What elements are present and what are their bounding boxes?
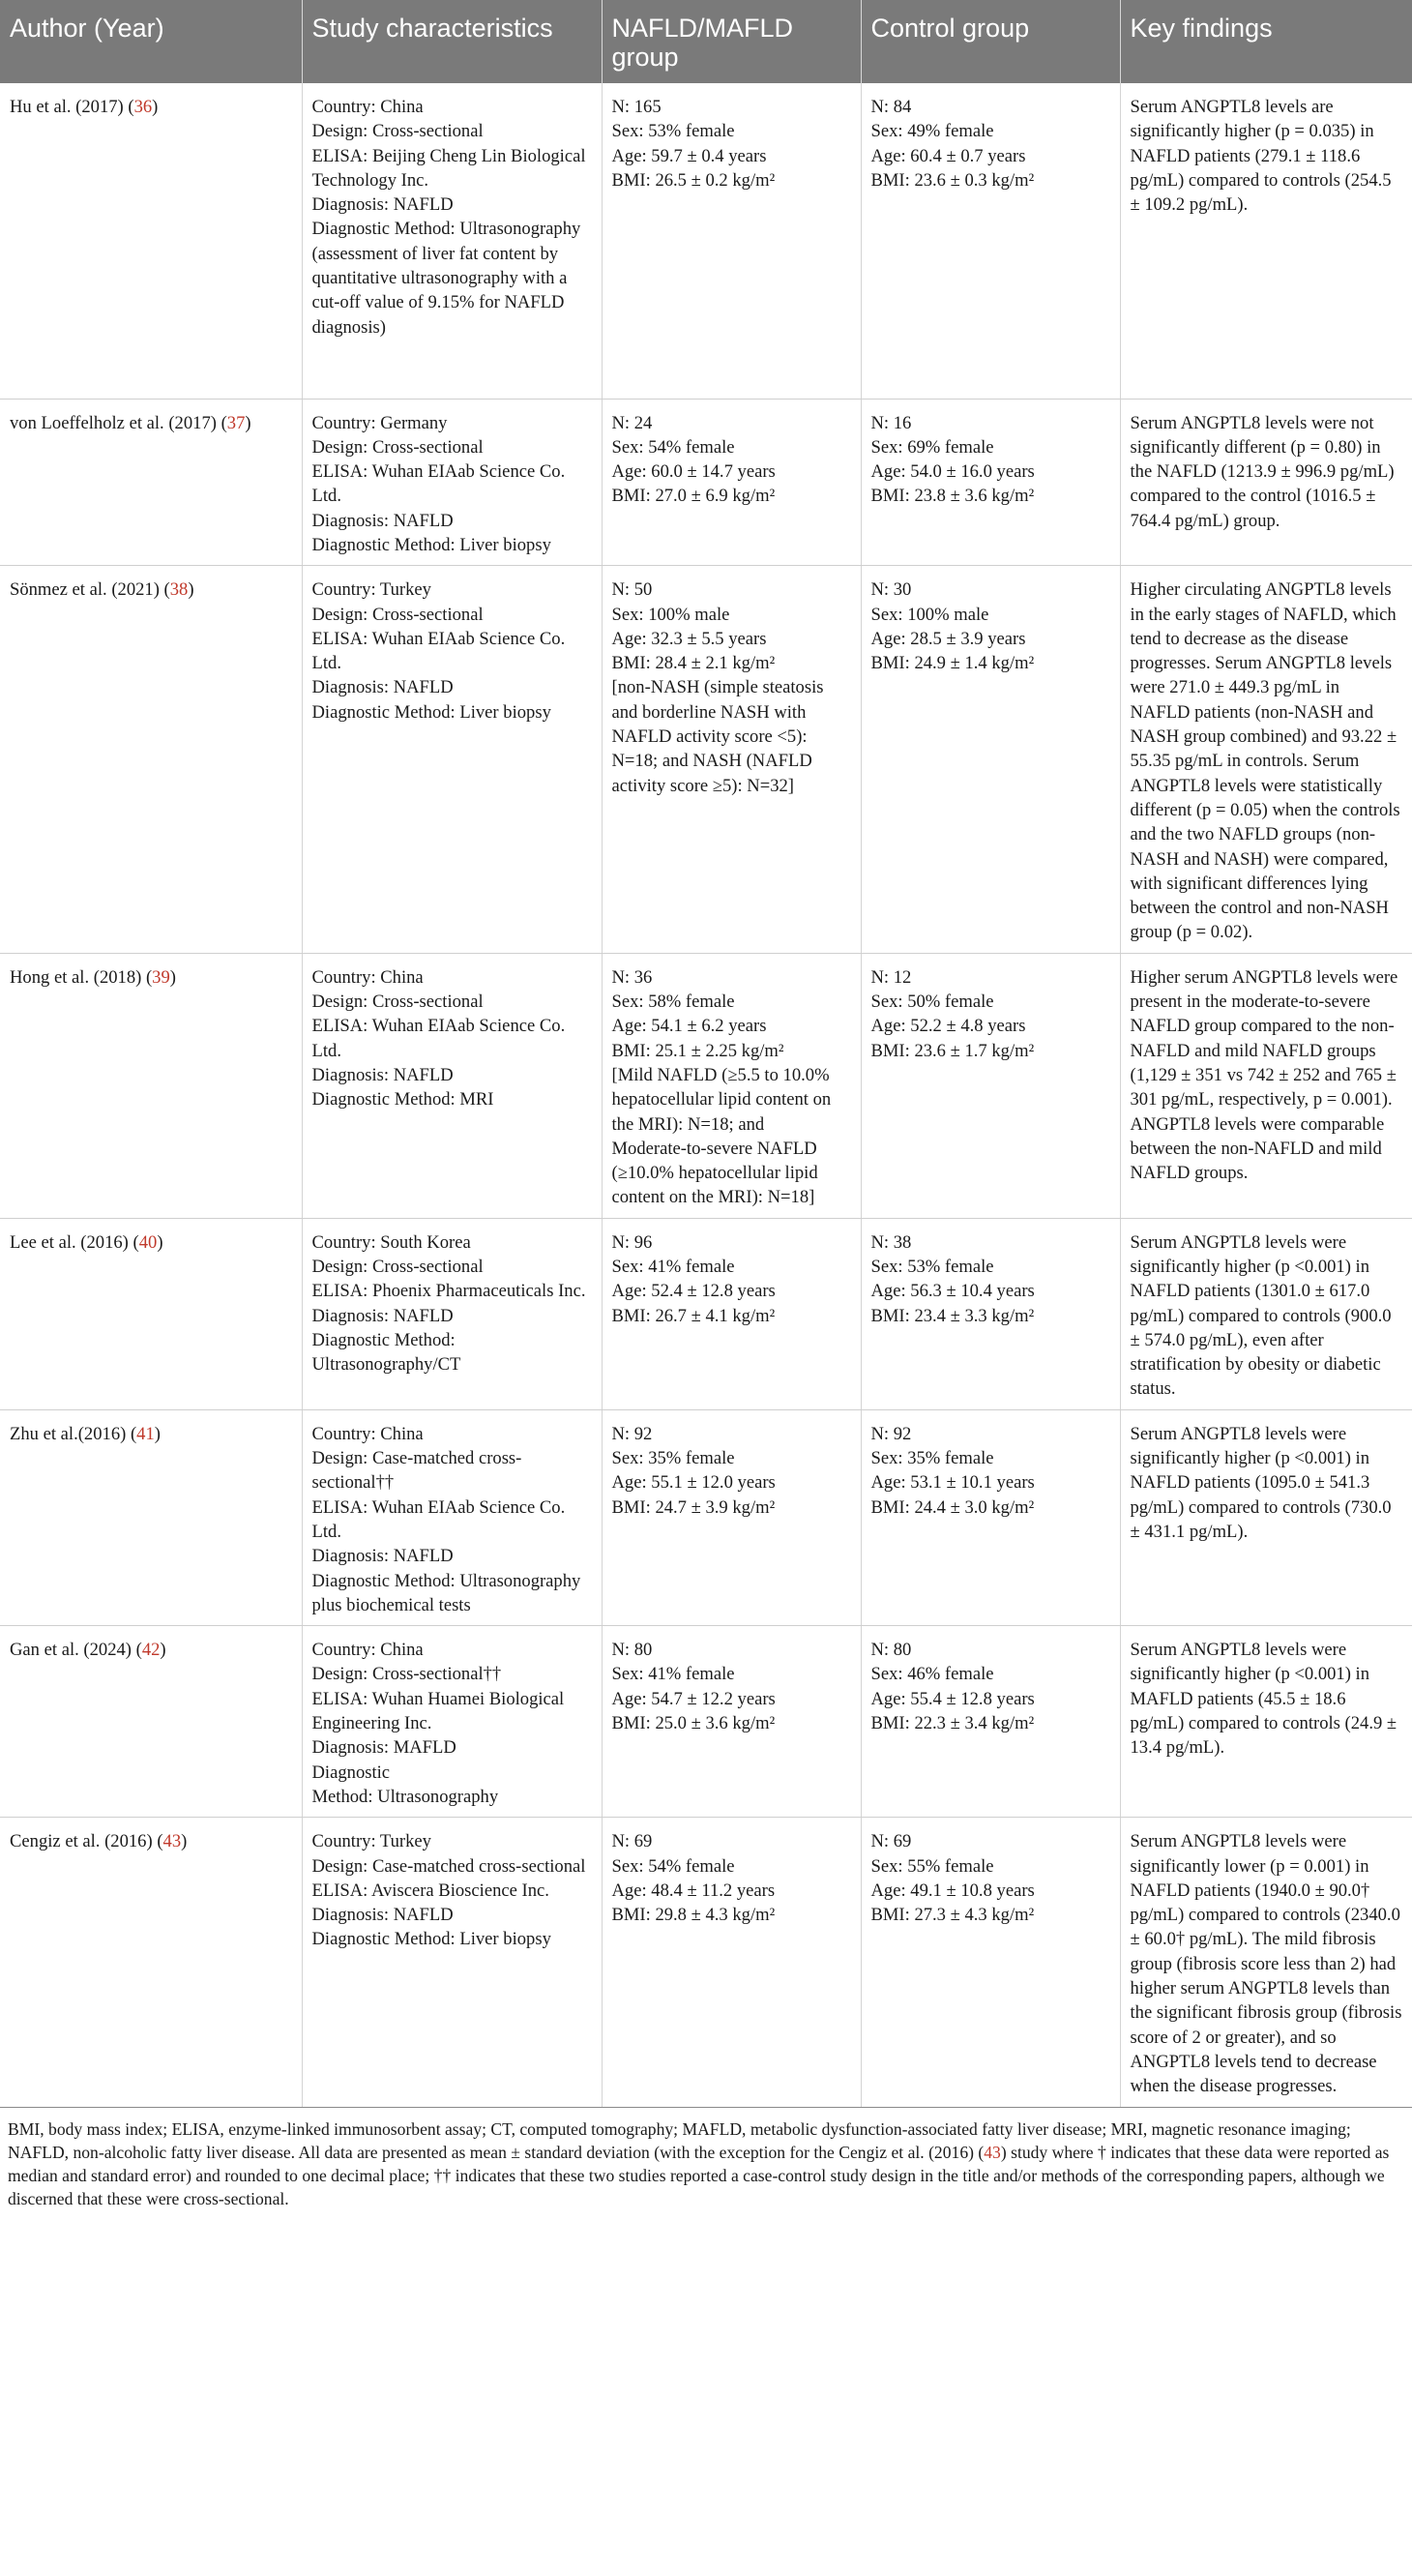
- study-line: Diagnostic Method: Ultrasonography/CT: [311, 1329, 461, 1376]
- reference-link[interactable]: 37: [226, 412, 246, 433]
- study-line: Country: China: [311, 97, 424, 117]
- nafld-line: BMI: 25.1 ± 2.25 kg/m²: [611, 1040, 784, 1061]
- reference-close-paren: ): [157, 1231, 163, 1253]
- header-nafld: NAFLD/MAFLD group: [602, 0, 861, 83]
- control-line: BMI: 23.6 ± 0.3 kg/m²: [870, 169, 1035, 191]
- nafld-group-cell: [602, 1218, 861, 1409]
- study-line: Country: Germany: [311, 412, 448, 433]
- control-line: BMI: 23.6 ± 1.7 kg/m²: [870, 1040, 1035, 1061]
- author-cell: [0, 1409, 302, 1625]
- nafld-group-cell: [602, 1818, 861, 2107]
- reference-close-paren: ): [188, 579, 194, 601]
- study-line: ELISA: Beijing Cheng Lin Biological Technology Inc.: [311, 145, 586, 191]
- nafld-line: BMI: 28.4 ± 2.1 kg/m²: [611, 653, 776, 674]
- nafld-line: Sex: 35% female: [611, 1448, 735, 1469]
- control-line: N: 38: [870, 1231, 912, 1253]
- nafld-line: Age: 60.0 ± 14.7 years: [611, 461, 776, 483]
- study-line: Design: Case-matched cross-sectional: [311, 1855, 586, 1877]
- nafld-line: BMI: 26.5 ± 0.2 kg/m²: [611, 169, 776, 191]
- nafld-line: Sex: 53% female: [611, 121, 735, 142]
- table-row: [0, 566, 1412, 953]
- author-cell: [0, 953, 302, 1218]
- table-row: [0, 1409, 1412, 1625]
- study-line: ELISA: Wuhan EIAab Science Co. Ltd.: [311, 461, 566, 507]
- study-line: Diagnosis: NAFLD: [311, 677, 454, 698]
- findings-text: Serum ANGPTL8 levels are significantly higher (p = 0.035) in NAFLD patients (279.1 ± 118.6 pg/mL) compared to controls (254.5 ± 109.2 pg/mL).: [1130, 97, 1392, 216]
- reference-close-paren: ): [160, 1640, 166, 1661]
- control-line: Age: 53.1 ± 10.1 years: [870, 1472, 1035, 1494]
- nafld-line: N: 36: [611, 966, 653, 988]
- key-findings-cell: [1120, 953, 1412, 1218]
- nafld-line: N: 96: [611, 1231, 653, 1253]
- reference-link[interactable]: 36: [133, 97, 153, 117]
- reference-link[interactable]: 40: [138, 1231, 158, 1253]
- nafld-group-cell: [602, 1409, 861, 1625]
- control-group-cell: [861, 953, 1120, 1218]
- control-group-cell: [861, 1818, 1120, 2107]
- nafld-group-cell: [602, 1626, 861, 1818]
- author-cell: [0, 399, 302, 566]
- control-line: BMI: 24.4 ± 3.0 kg/m²: [870, 1496, 1035, 1518]
- study-line: Design: Cross-sectional: [311, 436, 484, 458]
- table-footnote: [0, 2108, 1412, 2210]
- author-text: Gan et al. (2024) (: [10, 1640, 142, 1661]
- control-group-cell: [861, 1218, 1120, 1409]
- author-text: Hong et al. (2018) (: [10, 966, 153, 988]
- reference-link[interactable]: 43: [162, 1831, 182, 1852]
- nafld-line: Age: 32.3 ± 5.5 years: [611, 628, 767, 649]
- study-line: Diagnostic Method: MRI: [311, 1089, 494, 1110]
- control-group-cell: [861, 83, 1120, 399]
- table-row: [0, 953, 1412, 1218]
- nafld-line: Age: 52.4 ± 12.8 years: [611, 1281, 776, 1302]
- key-findings-cell: [1120, 566, 1412, 953]
- findings-text: Higher circulating ANGPTL8 levels in the early stages of NAFLD, which tend to decrease as the disease progresses. Serum ANGPTL8 levels were 271.0 ± 449.3 pg/mL in NAFLD patients (non-NASH and NASH group combined) and 93.22 ± 55.35 pg/mL in controls. Serum ANGPTL8 levels were statistically different (p = 0.05) when the controls and the two NAFLD groups (non-NASH and NASH) were compared, with significant differences lying between the control and non-NASH group (p = 0.02).: [1130, 579, 1400, 943]
- control-line: N: 12: [870, 966, 912, 988]
- study-line: Diagnosis: NAFLD: [311, 1305, 454, 1326]
- control-group-cell: [861, 399, 1120, 566]
- control-line: Age: 28.5 ± 3.9 years: [870, 628, 1026, 649]
- table-header: [0, 0, 1412, 83]
- nafld-line: BMI: 29.8 ± 4.3 kg/m²: [611, 1905, 776, 1926]
- control-group-cell: [861, 1409, 1120, 1625]
- control-line: N: 80: [870, 1640, 912, 1661]
- findings-text: Serum ANGPTL8 levels were significantly higher (p <0.001) in NAFLD patients (1095.0 ± 541.3 pg/mL) compared to controls (730.0 ± 431.1 pg/mL).: [1130, 1423, 1392, 1542]
- nafld-line: Sex: 54% female: [611, 436, 735, 458]
- reference-link[interactable]: 38: [169, 579, 189, 601]
- header-control: Control group: [861, 0, 1120, 83]
- control-line: Age: 56.3 ± 10.4 years: [870, 1281, 1035, 1302]
- control-line: N: 84: [870, 97, 912, 117]
- control-line: Age: 49.1 ± 10.8 years: [870, 1880, 1035, 1901]
- nafld-line: [non-NASH (simple steatosis and borderline NASH with NAFLD activity score <5): N=18; and NASH (NAFLD activity score ≥5): N=32]: [611, 677, 824, 796]
- control-group-cell: [861, 1626, 1120, 1818]
- reference-close-paren: ): [245, 412, 251, 433]
- study-line: Diagnostic Method: Liver biopsy: [311, 701, 551, 723]
- nafld-line: N: 69: [611, 1831, 653, 1852]
- study-line: Diagnosis: NAFLD: [311, 1905, 454, 1926]
- nafld-line: BMI: 27.0 ± 6.9 kg/m²: [611, 486, 776, 507]
- table-row: [0, 83, 1412, 399]
- study-line: Design: Cross-sectional: [311, 121, 484, 142]
- footnote-text-1: BMI, body mass index; ELISA, enzyme-linked immunosorbent assay; CT, computed tomography; MAFLD, metabolic dysfunction-associated fatty liver disease; MRI, magnetic resonance imaging; NAFLD, non-alcoholic fatty liver disease. All data are presented as mean ± standard deviation (with the exception for the Cengiz et al. (2016) (: [8, 2118, 1351, 2162]
- nafld-line: Sex: 41% female: [611, 1257, 735, 1277]
- nafld-line: N: 24: [611, 412, 653, 433]
- footnote-ref-link[interactable]: 43: [984, 2142, 1001, 2162]
- study-line: Diagnosis: NAFLD: [311, 194, 454, 216]
- reference-link[interactable]: 39: [152, 966, 170, 988]
- table-row: [0, 1626, 1412, 1818]
- control-line: Sex: 100% male: [870, 604, 989, 625]
- study-line: ELISA: Phoenix Pharmaceuticals Inc.: [311, 1281, 586, 1302]
- control-line: Age: 60.4 ± 0.7 years: [870, 145, 1026, 166]
- study-line: ELISA: Aviscera Bioscience Inc.: [311, 1880, 549, 1901]
- study-line: ELISA: Wuhan Huamei Biological Engineering Inc.: [311, 1688, 565, 1734]
- study-characteristics-cell: [302, 953, 602, 1218]
- control-line: BMI: 23.8 ± 3.6 kg/m²: [870, 486, 1035, 507]
- study-line: Country: China: [311, 1640, 424, 1661]
- nafld-line: [Mild NAFLD (≥5.5 to 10.0% hepatocellular lipid content on the MRI): N=18; and: [611, 1064, 832, 1135]
- nafld-line: BMI: 24.7 ± 3.9 kg/m²: [611, 1496, 776, 1518]
- study-characteristics-cell: [302, 1409, 602, 1625]
- study-line: Country: China: [311, 966, 424, 988]
- study-line: ELISA: Wuhan EIAab Science Co. Ltd.: [311, 628, 566, 674]
- study-characteristics-cell: [302, 399, 602, 566]
- nafld-line: Age: 48.4 ± 11.2 years: [611, 1880, 776, 1901]
- author-text: Sönmez et al. (2021) (: [10, 579, 170, 601]
- nafld-line: Sex: 100% male: [611, 604, 730, 625]
- nafld-line: N: 50: [611, 579, 653, 601]
- study-line: Country: South Korea: [311, 1231, 471, 1253]
- key-findings-cell: [1120, 1818, 1412, 2107]
- control-line: Age: 54.0 ± 16.0 years: [870, 461, 1035, 483]
- study-characteristics-cell: [302, 1818, 602, 2107]
- nafld-line: Age: 59.7 ± 0.4 years: [611, 145, 767, 166]
- author-text: Hu et al. (2017) (: [10, 97, 134, 117]
- header-study: Study characteristics: [302, 0, 602, 83]
- control-line: BMI: 23.4 ± 3.3 kg/m²: [870, 1305, 1035, 1326]
- author-text: Lee et al. (2016) (: [10, 1231, 139, 1253]
- study-line: Diagnosis: MAFLD: [311, 1737, 456, 1759]
- header-findings: Key findings: [1120, 0, 1412, 83]
- nafld-group-cell: [602, 953, 861, 1218]
- nafld-line: Age: 54.1 ± 6.2 years: [611, 1016, 767, 1037]
- study-line: Method: Ultrasonography: [311, 1786, 499, 1807]
- study-line: Country: Turkey: [311, 579, 431, 601]
- control-line: N: 16: [870, 412, 912, 433]
- author-cell: [0, 566, 302, 953]
- table-row: [0, 1818, 1412, 2107]
- control-line: Age: 55.4 ± 12.8 years: [870, 1688, 1035, 1709]
- study-characteristics-cell: [302, 83, 602, 399]
- nafld-line: Age: 55.1 ± 12.0 years: [611, 1472, 776, 1494]
- control-line: N: 69: [870, 1831, 912, 1852]
- study-line: Design: Cross-sectional: [311, 1257, 484, 1277]
- author-cell: [0, 1218, 302, 1409]
- control-line: N: 92: [870, 1423, 912, 1444]
- control-line: Sex: 50% female: [870, 992, 994, 1013]
- study-line: ELISA: Wuhan EIAab Science Co. Ltd.: [311, 1496, 566, 1542]
- nafld-line: N: 165: [611, 97, 662, 117]
- study-line: Diagnostic Method: Ultrasonography (assessment of liver fat content by quantitative ultrasonography with a cut-off value of 9.15% for NAFLD diagnosis): [311, 219, 581, 338]
- control-line: BMI: 27.3 ± 4.3 kg/m²: [870, 1905, 1035, 1926]
- control-group-cell: [861, 566, 1120, 953]
- study-line: Design: Cross-sectional††: [311, 1664, 502, 1685]
- key-findings-cell: [1120, 1626, 1412, 1818]
- nafld-line: N: 80: [611, 1640, 653, 1661]
- nafld-line: BMI: 26.7 ± 4.1 kg/m²: [611, 1305, 776, 1326]
- control-line: Sex: 46% female: [870, 1664, 994, 1685]
- study-line: Diagnostic Method: Ultrasonography plus biochemical tests: [311, 1570, 581, 1615]
- findings-text: Serum ANGPTL8 levels were significantly higher (p <0.001) in MAFLD patients (45.5 ± 18.6 pg/mL) compared to controls (24.9 ± 13.4 pg/mL).: [1130, 1640, 1397, 1759]
- findings-text: Serum ANGPTL8 levels were significantly higher (p <0.001) in NAFLD patients (1301.0 ± 617.0 pg/mL) compared to controls (900.0 ± 574.0 pg/mL), even after stratification by obesity or diabetic status.: [1130, 1231, 1392, 1400]
- reference-link[interactable]: 42: [141, 1640, 161, 1661]
- study-characteristics-cell: [302, 1218, 602, 1409]
- findings-text: Higher serum ANGPTL8 levels were present in the moderate-to-severe NAFLD group compared to the non-NAFLD and mild NAFLD groups (1,129 ± 351 vs 742 ± 252 and 765 ± 301 pg/mL, respectively, p = 0.001). ANGPTL8 levels were comparable between the non-NAFLD and mild NAFLD groups.: [1130, 966, 1398, 1184]
- nafld-line: Moderate-to-severe NAFLD (≥10.0% hepatocellular lipid content on the MRI): N=18]: [611, 1138, 818, 1208]
- author-text: Cengiz et al. (2016) (: [10, 1831, 163, 1852]
- reference-close-paren: ): [181, 1831, 188, 1852]
- control-line: Age: 52.2 ± 4.8 years: [870, 1016, 1026, 1037]
- reference-close-paren: ): [154, 1423, 161, 1444]
- header-author: Author (Year): [0, 0, 302, 83]
- key-findings-cell: [1120, 1218, 1412, 1409]
- study-characteristics-cell: [302, 1626, 602, 1818]
- nafld-group-cell: [602, 566, 861, 953]
- nafld-line: BMI: 25.0 ± 3.6 kg/m²: [611, 1713, 776, 1734]
- nafld-line: N: 92: [611, 1423, 653, 1444]
- study-line: Diagnosis: NAFLD: [311, 1546, 454, 1567]
- study-line: Diagnostic Method: Liver biopsy: [311, 534, 551, 555]
- nafld-line: Sex: 41% female: [611, 1664, 735, 1685]
- control-line: N: 30: [870, 579, 912, 601]
- reference-close-paren: ): [169, 966, 176, 988]
- study-line: ELISA: Wuhan EIAab Science Co. Ltd.: [311, 1016, 566, 1061]
- control-line: BMI: 22.3 ± 3.4 kg/m²: [870, 1713, 1035, 1734]
- author-text: von Loeffelholz et al. (2017) (: [10, 412, 227, 433]
- author-text: Zhu et al.(2016) (: [10, 1423, 137, 1444]
- nafld-line: Age: 54.7 ± 12.2 years: [611, 1688, 776, 1709]
- control-line: Sex: 69% female: [870, 436, 994, 458]
- author-cell: [0, 1818, 302, 2107]
- author-cell: [0, 83, 302, 399]
- findings-text: Serum ANGPTL8 levels were significantly lower (p = 0.001) in NAFLD patients (1940.0 ± 90.0† pg/mL) compared to controls (2340.0 ± 60.0† pg/mL). The mild fibrosis group (fibrosis score less than 2) had higher serum ANGPTL8 levels than the significant fibrosis group (fibrosis score of 2 or greater), and so ANGPTL8 levels tend to decrease when the disease progresses.: [1130, 1831, 1402, 2097]
- study-characteristics-cell: [302, 566, 602, 953]
- key-findings-cell: [1120, 83, 1412, 399]
- study-line: Design: Cross-sectional: [311, 992, 484, 1013]
- study-line: Design: Cross-sectional: [311, 604, 484, 625]
- control-line: Sex: 53% female: [870, 1257, 994, 1277]
- study-line: Diagnosis: NAFLD: [311, 1064, 454, 1085]
- study-line: Diagnosis: NAFLD: [311, 510, 454, 531]
- table-body: [0, 83, 1412, 2107]
- control-line: BMI: 24.9 ± 1.4 kg/m²: [870, 653, 1035, 674]
- control-line: Sex: 35% female: [870, 1448, 994, 1469]
- reference-close-paren: ): [152, 97, 159, 117]
- nafld-group-cell: [602, 83, 861, 399]
- study-line: Country: China: [311, 1423, 424, 1444]
- table-row: [0, 399, 1412, 566]
- control-line: Sex: 55% female: [870, 1855, 994, 1877]
- nafld-line: Sex: 58% female: [611, 992, 735, 1013]
- study-line: Diagnostic Method: Liver biopsy: [311, 1929, 551, 1950]
- header-row: [0, 0, 1412, 83]
- findings-text: Serum ANGPTL8 levels were not significantly different (p = 0.80) in the NAFLD (1213.9 ± 996.9 pg/mL) compared to the control (1016.5 ± 764.4 pg/mL) group.: [1130, 412, 1395, 531]
- author-cell: [0, 1626, 302, 1818]
- study-line: Diagnostic: [311, 1762, 391, 1783]
- control-line: Sex: 49% female: [870, 121, 994, 142]
- nafld-line: Sex: 54% female: [611, 1855, 735, 1877]
- nafld-group-cell: [602, 399, 861, 566]
- key-findings-cell: [1120, 399, 1412, 566]
- footnote-text-2: ) study where † indicates that these data were reported as median and standard error) and rounded to one decimal place; †† indicates that these two studies reported a case-control study design in the title and/or methods of the corresponding papers, although we discerned that these were cross-sectional.: [8, 2142, 1390, 2208]
- key-findings-cell: [1120, 1409, 1412, 1625]
- table-row: [0, 1218, 1412, 1409]
- study-line: Design: Case-matched cross-sectional††: [311, 1448, 522, 1494]
- reference-link[interactable]: 41: [136, 1423, 155, 1444]
- study-line: Country: Turkey: [311, 1831, 431, 1852]
